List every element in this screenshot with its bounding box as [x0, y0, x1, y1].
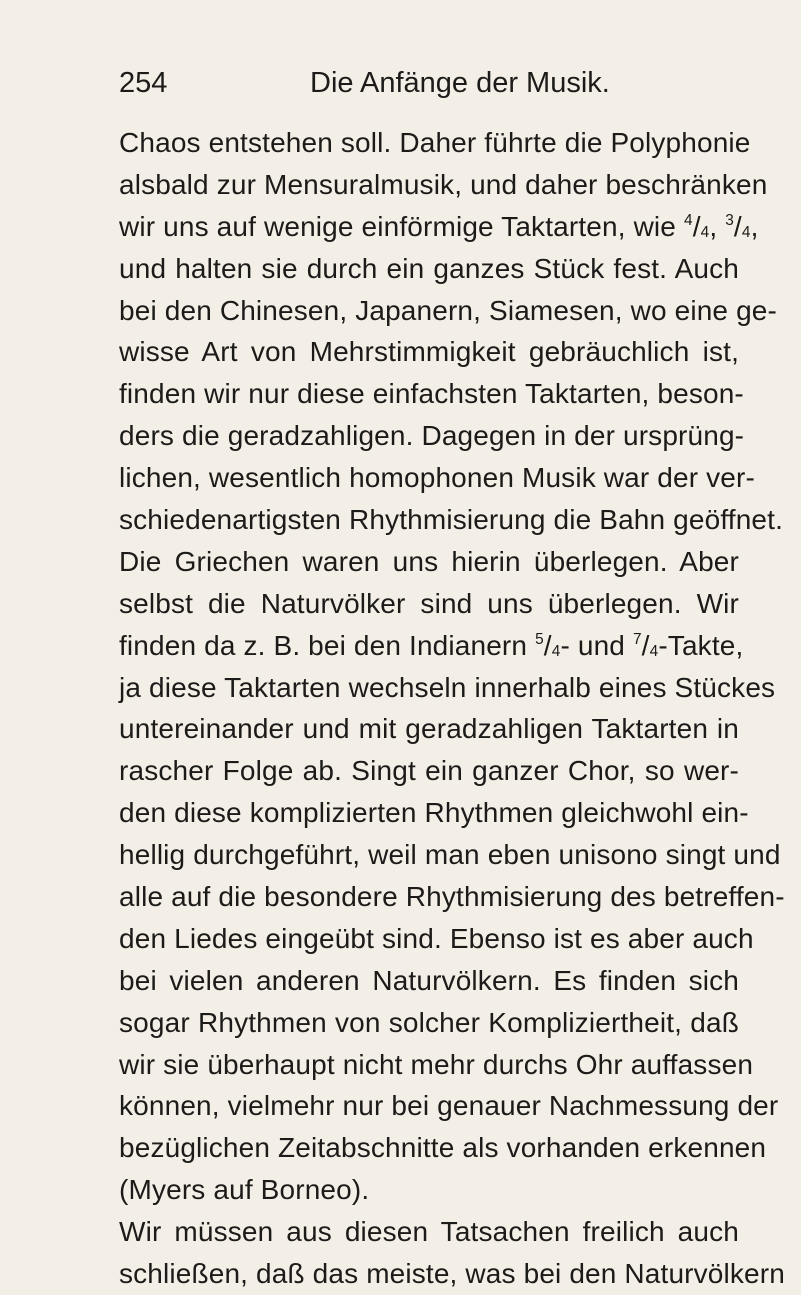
text-line: wir sie überhaupt nicht mehr durchs Ohr auffassen	[119, 1048, 754, 1080]
text-line: schiedenartigsten Rhythmisierung die Bahn geöffnet.	[119, 504, 783, 536]
running-title: Die Anfänge der Musik.	[310, 67, 610, 99]
fraction-numerator: 3	[725, 211, 734, 229]
fraction-denominator: 4	[649, 642, 659, 660]
text-line: können, vielmehr nur bei genauer Nachmessung der	[119, 1090, 779, 1122]
text-line: wisse Art von Mehrstimmigkeit gebräuchlich ist,	[119, 336, 739, 368]
body-text	[119, 122, 785, 1295]
fraction-numerator: 7	[632, 630, 642, 648]
page-header	[119, 62, 739, 104]
text-line: bei den Chinesen, Japanern, Siamesen, wo eine ge-	[119, 294, 777, 326]
text-line: bei vielen anderen Naturvölkern. Es finden sich	[119, 964, 739, 996]
text-line: den Liedes eingeübt sind. Ebenso ist es aber auch	[119, 922, 754, 954]
text-segment: - und	[560, 629, 633, 661]
fraction-denominator: 4	[700, 223, 710, 241]
text-segment: finden da z. B. bei den Indianern	[119, 629, 536, 661]
text-segment: wir uns auf wenige einförmige Taktarten, wie	[119, 210, 684, 242]
time-signature-fraction: $^5/_4$	[535, 629, 561, 661]
text-line: Die Griechen waren uns hierin überlegen. Aber	[119, 545, 739, 577]
paragraph-start-line: Wir müssen aus diesen Tatsachen freilich auch	[119, 1216, 739, 1248]
text-line: rascher Folge ab. Singt ein ganzer Chor, so wer-	[119, 755, 739, 787]
text-line: bezüglichen Zeitabschnitte als vorhanden erkennen	[119, 1132, 767, 1164]
text-line-with-fractions	[119, 206, 759, 248]
text-segment: ,	[709, 210, 726, 242]
text-line: den diese komplizierten Rhythmen gleichwohl ein-	[119, 797, 749, 829]
text-line: alle auf die besondere Rhythmisierung des betreffen-	[119, 881, 785, 913]
text-line: schließen, daß das meiste, was bei den Naturvölkern	[119, 1258, 785, 1290]
fraction-numerator: 4	[683, 211, 693, 229]
text-line: selbst die Naturvölker sind uns überlegen. Wir	[119, 587, 739, 619]
text-line: alsbald zur Mensuralmusik, und daher beschränken	[119, 168, 768, 200]
text-line: ders die geradzahligen. Dagegen in der ursprüng-	[119, 420, 745, 452]
text-line: ja diese Taktarten wechseln innerhalb eines Stückes	[119, 671, 776, 703]
page-number: 254	[119, 67, 168, 99]
text-segment: ,	[750, 210, 759, 242]
fraction-numerator: 5	[535, 630, 544, 648]
text-line: hellig durchgeführt, weil man eben unisono singt und	[119, 839, 781, 871]
fraction-denominator: 4	[741, 223, 751, 241]
fraction-denominator: 4	[551, 642, 561, 660]
text-segment: -Takte,	[658, 629, 744, 661]
text-line-with-fractions	[119, 625, 744, 667]
time-signature-fraction: $^3/_4$	[725, 210, 751, 242]
time-signature-fraction: $^7/_4$	[632, 629, 659, 661]
text-line: lichen, wesentlich homophonen Musik war der ver-	[119, 462, 755, 494]
text-line: Chaos entstehen soll. Daher führte die Polyphonie	[119, 127, 751, 158]
text-line: finden wir nur diese einfachsten Taktarten, beson-	[119, 378, 744, 410]
time-signature-fraction: $^4/_4$	[683, 210, 710, 242]
text-line: sogar Rhythmen von solcher Kompliziertheit, daß	[119, 1006, 739, 1038]
text-line: und halten sie durch ein ganzes Stück fest. Auch	[119, 252, 739, 284]
paragraph-end-line: (Myers auf Borneo).	[119, 1174, 370, 1206]
text-line: untereinander und mit geradzahligen Taktarten in	[119, 713, 739, 745]
